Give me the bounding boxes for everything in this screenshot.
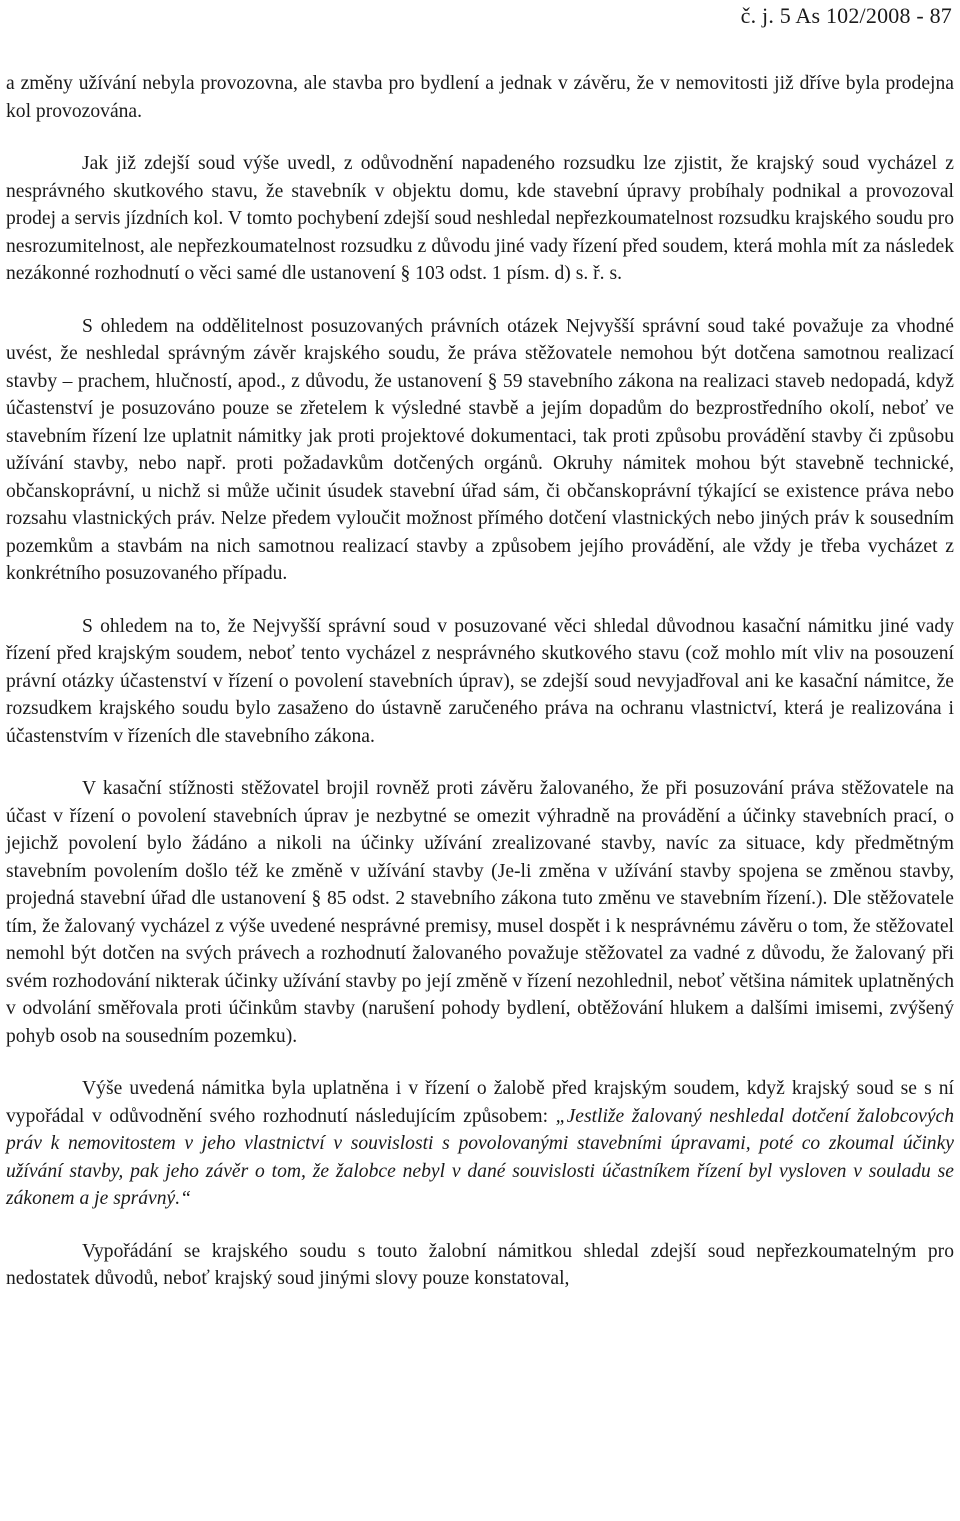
- paragraph-reasoning-5: [6, 1075, 954, 1213]
- paragraph-continuation: a změny užívání nebyla provozovna, ale stavba pro bydlení a jednak v závěru, že v nemovitosti již dříve byla prodejna kol provozována.: [6, 73, 954, 122]
- court-quote: „Jestliže žalovaný neshledal dotčení žalobcových práv k nemovitostem v jeho vlastnictví v souvislosti s povolovanými stavebními úpravami, poté co zkoumal účinky užívání stavby, pak jeho závěr o tom, že žalobce nebyl v dané souvislosti účastníkem řízení byl vysloven v souladu se zákonem a je správný.“: [6, 1105, 955, 1209]
- paragraph-reasoning-6: Vypořádání se krajského soudu s touto žalobní námitkou shledal zdejší soud nepřezkoumatelným pro nedostatek důvodů, neboť krajský soud jinými slovy pouze konstatoval,: [6, 1240, 954, 1289]
- paragraph-reasoning-4: V kasační stížnosti stěžovatel brojil rovněž proti závěru žalovaného, že při posuzování práva stěžovatele na účast v řízení o povolení stavebních úprav je nezbytné se omezit výhradně na provádění a účinky stavebních prací, o jejichž povolení bylo žádáno a nikoli na účinky užívání zrealizované stavby, navíc za situace, kdy předmětným stavebním povolením došlo též ke změně v užívání stavby (Je-li změna v užívání stavby spojena se změnou stavby, projedná stavební úřad dle ustanovení § 85 odst. 2 stavebního zákona tuto změnu ve stavebním řízení.). Dle stěžovatele tím, že žalovaný vycházel z výše uvedené nesprávné premisy, musel dospět i k nesprávnému závěru o tom, že stěžovatel nemohl být dotčen na svých právech a rozhodnutí žalovaného považuje stěžovatel za vadné z důvodu, že žalovaný při svém rozhodování nikterak účinky užívání stavby po její změně v řízení nezohlednil, neboť většina námitek uplatněných v odvolání směřovala proti účinkům stavby (narušení pohody bydlení, obtěžování hlukem a dalšími imisemi, zvýšený pohyb osob na sousedním pozemku).: [6, 778, 954, 1047]
- case-reference-header: č. j. 5 As 102/2008 - 87: [740, 3, 952, 28]
- document-body: [6, 70, 954, 1318]
- paragraph-text: Výše uvedená námitka byla uplatněna i v řízení o žalobě před krajským soudem, když krajský soud se s ní vypořádal v odůvodnění svého rozhodnutí následujícím způsobem:: [6, 1078, 954, 1127]
- paragraph-reasoning-1: Jak již zdejší soud výše uvedl, z odůvodnění napadeného rozsudku lze zjistit, že krajský soud vycházel z nesprávného skutkového stavu, že stavebník v objektu domu, kde stavební úpravy probíhaly podnikal a provozoval prodej a servis jízdních kol. V tomto pochybení zdejší soud neshledal nepřezkoumatelnost rozsudku krajského soudu pro nesrozumitelnost, ale nepřezkoumatelnost rozsudku z důvodu jiné vady řízení před soudem, která mohla mít za následek nezákonné rozhodnutí o věci samé dle ustanovení § 103 odst. 1 písm. d) s. ř. s.: [6, 153, 954, 284]
- paragraph-reasoning-2: S ohledem na oddělitelnost posuzovaných právních otázek Nejvyšší správní soud také považuje za vhodné uvést, že neshledal správným závěr krajského soudu, že práva stěžovatele nemohou být dotčena samotnou realizací stavby – prachem, hlučností, apod., z důvodu, že ustanovení § 59 stavebního zákona na realizaci staveb nedopadá, když účastenství je posuzováno pouze se zřetelem k výsledné stavbě a jejím dopadům do bezprostředního okolí, neboť ve stavebním řízení lze uplatnit námitky jak proti projektové dokumentaci, tak proti způsobu provádění stavby či způsobu užívání stavby, nebo např. proti požadavkům dotčených orgánů. Okruhy námitek mohou být stavebně technické, občanskoprávní, u nichž si může učinit úsudek stavební úřad sám, či občanskoprávní týkající se existence práva nebo rozsahu vlastnických práv. Nelze předem vyloučit možnost přímého dotčení vlastnických nebo jiných práv k sousedním pozemkům a stavbám na nich samotnou realizací stavby a způsobem jejího provádění, ale vždy je třeba vycházet z konkrétního posuzovaného případu.: [6, 315, 954, 584]
- paragraph-reasoning-3: S ohledem na to, že Nejvyšší správní soud v posuzované věci shledal důvodnou kasační námitku jiné vady řízení před krajským soudem, neboť tento vycházel z nesprávného skutkového stavu (což mohlo mít vliv na posouzení právní otázky účastenství v řízení o povolení stavebních úprav), se zdejší soud nevyjadřoval ani ke kasační námitce, že rozsudkem krajského soudu bylo zasaženo do ústavně zaručeného práva na ochranu vlastnictví, která je realizována i účastenstvím v řízeních dle stavebního zákona.: [6, 615, 954, 747]
